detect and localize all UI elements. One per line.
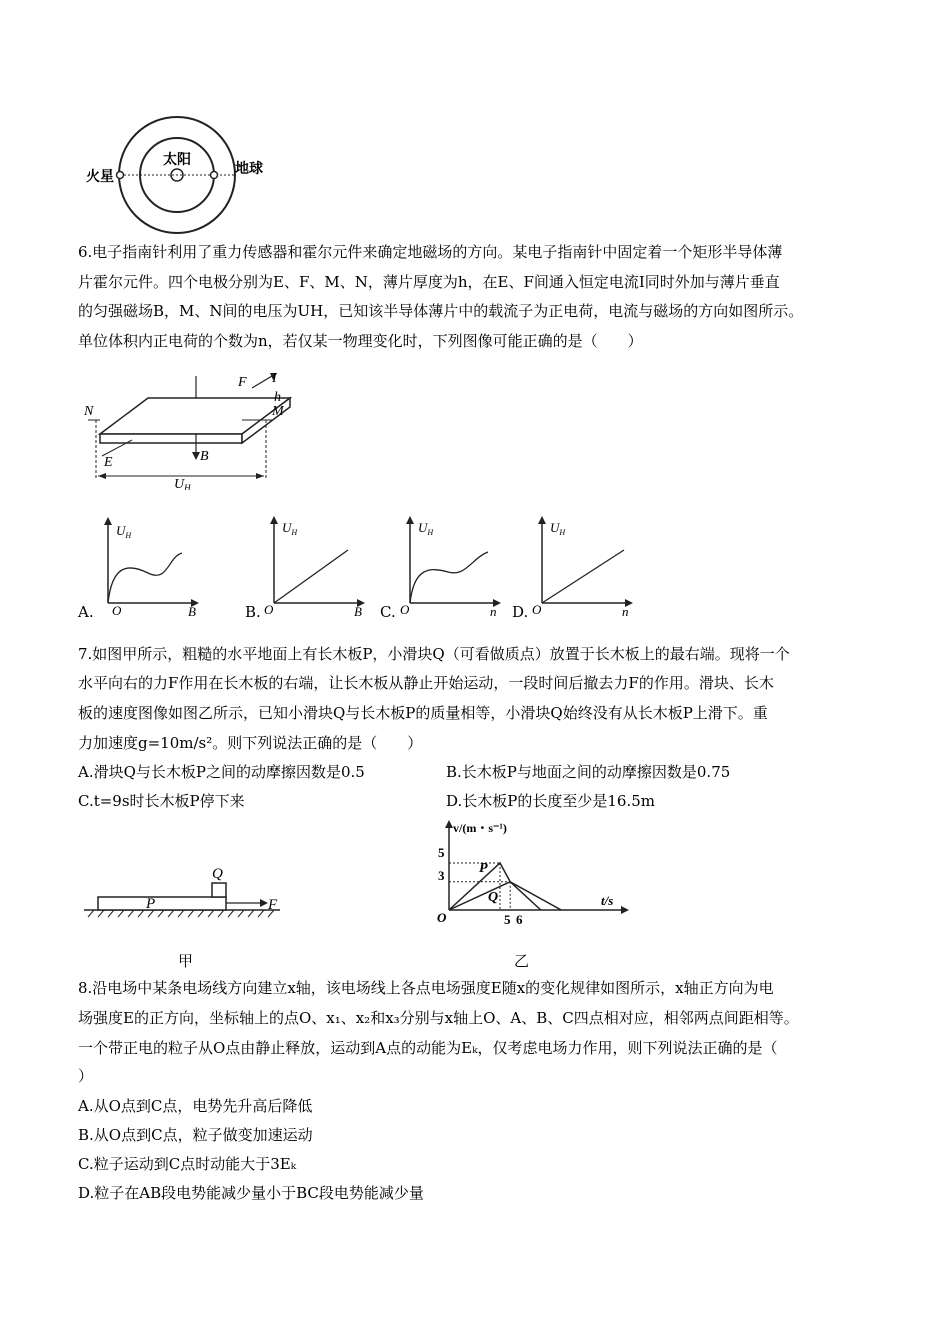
hall-label-UH-sub: H: [184, 483, 191, 490]
q6-line-2: 片霍尔元件。四个电极分别为E、F、M、N，薄片厚度为h，在E、F间通入恒定电流I同时外加与薄片垂直: [78, 273, 780, 291]
vt-x-label: t/s: [601, 893, 614, 908]
q7-line-2: 水平向右的力F作用在长木板的右端，让长木板从静止开始运动，一段时间后撤去力F的作用。滑块、长木: [78, 674, 774, 692]
q7-line-3: 板的速度图像如图乙所示，已知小滑块Q与长木板P的质量相等，小滑块Q始终没有从长木板P上滑下。重: [78, 704, 768, 722]
q8-option-a[interactable]: A.从O点到C点，电势先升高后降低: [78, 1097, 313, 1115]
jia-label-F: F: [268, 897, 278, 913]
vt-label-Q: Q: [488, 890, 499, 905]
q7-option-b[interactable]: B.长木板P与地面之间的动摩擦因数是0.75: [446, 763, 731, 781]
q6-d-y-sub: H: [559, 528, 566, 537]
figure-yi-vt-chart: [425, 818, 640, 930]
hall-label-M: M: [272, 404, 284, 419]
q6-option-d-label[interactable]: D.: [512, 603, 529, 621]
hall-label-h: h: [274, 390, 281, 405]
q6-c-y-label: U: [418, 520, 428, 535]
q7-option-a[interactable]: A.滑块Q与长木板P之间的动摩擦因数是0.5: [78, 763, 365, 781]
vt-tick-y-5: 5: [438, 845, 445, 860]
q8-line-2: 场强度E的正方向，坐标轴上的点O、x₁、x₂和x₃分别与x轴上O、A、B、C四点相对应，相邻两点间距相等。: [78, 1009, 799, 1027]
orbit-figure: [80, 110, 280, 238]
q6-line-4: 单位体积内正电荷的个数为n，若仅某一物理变化时，下列图像可能正确的是（ ）: [78, 332, 643, 350]
jia-caption: 甲: [178, 952, 194, 970]
svg-text:UH: [282, 520, 298, 537]
q6-c-y-sub: H: [427, 528, 434, 537]
earth-label: 地球: [235, 161, 263, 177]
q8-line-1: 8.沿电场中某条电场线方向建立x轴，该电场线上各点电场强度E随x的变化规律如图所示，x轴正方向为电: [78, 979, 774, 997]
q6-a-origin: O: [112, 603, 122, 618]
q6-b-y-sub: H: [291, 528, 298, 537]
sun-label: 太阳: [163, 152, 191, 168]
svg-text:UH: [550, 520, 566, 537]
q6-a-y-label: U: [116, 523, 126, 538]
hall-label-E: E: [104, 455, 113, 470]
q6-b-origin: O: [264, 602, 274, 617]
hall-label-F: F: [238, 375, 247, 390]
hall-label-I: I: [272, 371, 277, 386]
q8-option-b[interactable]: B.从O点到C点，粒子做变加速运动: [78, 1126, 313, 1144]
vt-tick-x-5: 5: [504, 912, 511, 927]
vt-tick-y-3: 3: [438, 868, 445, 883]
q6-option-b-graph[interactable]: [264, 512, 374, 617]
jia-label-Q: Q: [212, 866, 223, 882]
q8-line-4: ）: [78, 1067, 94, 1085]
hall-label-N: N: [84, 404, 94, 419]
hall-label-B: B: [200, 449, 209, 464]
q6-option-a-graph[interactable]: [98, 515, 208, 620]
q6-b-x-label: B: [354, 604, 362, 617]
q6-d-origin: O: [532, 602, 542, 617]
q6-option-b-label[interactable]: B.: [245, 603, 261, 621]
q6-a-y-sub: H: [125, 531, 132, 540]
q6-line-1: 6.电子指南针利用了重力传感器和霍尔元件来确定地磁场的方向。某电子指南针中固定着一个矩形半导体薄: [78, 243, 783, 261]
jia-label-P: P: [146, 896, 156, 912]
vt-origin: O: [437, 910, 447, 925]
q7-option-d[interactable]: D.长木板P的长度至少是16.5m: [446, 792, 655, 810]
q7-line-4: 力加速度g=10m/s²。则下列说法正确的是（ ）: [78, 734, 423, 752]
svg-text:UH: [418, 520, 434, 537]
q6-option-c-graph[interactable]: [400, 512, 510, 617]
q8-option-c[interactable]: C.粒子运动到C点时动能大于3Eₖ: [78, 1155, 297, 1173]
vt-series-line-Q: [449, 882, 561, 910]
vt-label-P: P: [479, 861, 488, 876]
q7-option-c[interactable]: C.t=9s时长木板P停下来: [78, 792, 245, 810]
q6-d-y-label: U: [550, 520, 560, 535]
q6-c-x-label: n: [490, 604, 497, 617]
hall-element-figure: [80, 368, 300, 490]
q8-line-3: 一个带正电的粒子从O点由静止释放，运动到A点的动能为Eₖ，仅考虑电场力作用，则下列说法正确的是（: [78, 1039, 778, 1057]
mars-label: 火星: [86, 169, 114, 185]
q7-line-1: 7.如图甲所示，粗糙的水平地面上有长木板P，小滑块Q（可看做质点）放置于长木板上的最右端。现将一个: [78, 645, 790, 663]
q6-option-d-graph[interactable]: [532, 512, 642, 617]
vt-y-label: v/(m・s⁻¹): [453, 821, 507, 835]
q6-option-a-label[interactable]: A.: [78, 603, 94, 621]
q6-b-y-label: U: [282, 520, 292, 535]
q6-option-c-label[interactable]: C.: [380, 603, 396, 621]
q6-d-x-label: n: [622, 604, 629, 617]
q6-line-3: 的匀强磁场B，M、N间的电压为UH，已知该半导体薄片中的载流子为正电荷，电流与磁场的方向如图所示。: [78, 302, 804, 320]
vt-tick-x-6: 6: [516, 912, 523, 927]
figure-jia: [80, 855, 290, 925]
q6-c-origin: O: [400, 602, 410, 617]
hall-label-UH: U: [174, 477, 185, 490]
svg-text:UH: [174, 477, 191, 490]
q8-option-d[interactable]: D.粒子在AB段电势能减少量小于BC段电势能减少量: [78, 1184, 424, 1202]
q6-a-x-label: B: [188, 604, 196, 619]
svg-text:UH: [116, 523, 132, 540]
yi-caption: 乙: [514, 952, 530, 970]
